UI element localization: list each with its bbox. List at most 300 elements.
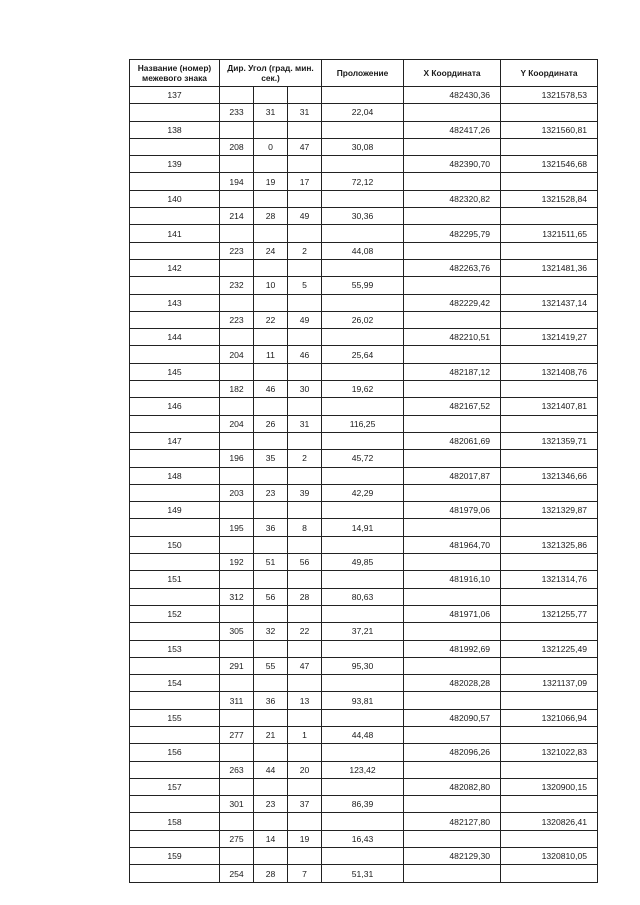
empty-y-cell: [501, 415, 598, 432]
angle-minutes-cell: 35: [254, 450, 288, 467]
angle-seconds-cell: 13: [288, 692, 322, 709]
empty-length-cell: [322, 744, 404, 761]
y-coordinate-cell: 1321325,86: [501, 536, 598, 553]
empty-angle-cell: [288, 225, 322, 242]
table-row-segment: [130, 242, 598, 259]
y-coordinate-cell: 1321578,53: [501, 87, 598, 104]
angle-seconds-cell: 7: [288, 865, 322, 882]
length-cell: 42,29: [322, 484, 404, 501]
empty-length-cell: [322, 225, 404, 242]
angle-seconds-cell: 30: [288, 381, 322, 398]
empty-x-cell: [404, 138, 501, 155]
empty-length-cell: [322, 467, 404, 484]
empty-x-cell: [404, 242, 501, 259]
empty-angle-cell: [254, 848, 288, 865]
length-cell: 51,31: [322, 865, 404, 882]
empty-name-cell: [130, 554, 220, 571]
angle-minutes-cell: 24: [254, 242, 288, 259]
y-coordinate-cell: 1321511,65: [501, 225, 598, 242]
length-cell: 80,63: [322, 588, 404, 605]
angle-minutes-cell: 23: [254, 484, 288, 501]
empty-length-cell: [322, 778, 404, 795]
empty-angle-cell: [288, 329, 322, 346]
point-name-cell: 138: [130, 121, 220, 138]
empty-angle-cell: [254, 467, 288, 484]
empty-angle-cell: [288, 363, 322, 380]
x-coordinate-cell: 482229,42: [404, 294, 501, 311]
point-name-cell: 140: [130, 190, 220, 207]
point-name-cell: 148: [130, 467, 220, 484]
empty-x-cell: [404, 277, 501, 294]
angle-minutes-cell: 31: [254, 104, 288, 121]
angle-minutes-cell: 22: [254, 311, 288, 328]
empty-length-cell: [322, 121, 404, 138]
empty-angle-cell: [254, 156, 288, 173]
x-coordinate-cell: 482263,76: [404, 259, 501, 276]
empty-angle-cell: [220, 709, 254, 726]
empty-angle-cell: [288, 709, 322, 726]
y-coordinate-cell: 1321359,71: [501, 432, 598, 449]
empty-name-cell: [130, 761, 220, 778]
table-row-point: [130, 778, 598, 795]
point-name-cell: 141: [130, 225, 220, 242]
table-row-point: [130, 605, 598, 622]
empty-length-cell: [322, 259, 404, 276]
empty-angle-cell: [288, 675, 322, 692]
header-direction-angle: Дир. Угол (град. мин. сек.): [220, 60, 322, 87]
empty-angle-cell: [288, 467, 322, 484]
x-coordinate-cell: 481964,70: [404, 536, 501, 553]
empty-y-cell: [501, 346, 598, 363]
empty-name-cell: [130, 692, 220, 709]
angle-degrees-cell: 196: [220, 450, 254, 467]
table-row-point: [130, 467, 598, 484]
y-coordinate-cell: 1321437,14: [501, 294, 598, 311]
empty-angle-cell: [288, 536, 322, 553]
empty-angle-cell: [288, 605, 322, 622]
empty-angle-cell: [220, 675, 254, 692]
angle-degrees-cell: 192: [220, 554, 254, 571]
point-name-cell: 145: [130, 363, 220, 380]
empty-angle-cell: [220, 432, 254, 449]
y-coordinate-cell: 1321255,77: [501, 605, 598, 622]
empty-x-cell: [404, 761, 501, 778]
header-point-name: Название (номер) межевого знака: [130, 60, 220, 87]
empty-length-cell: [322, 398, 404, 415]
empty-y-cell: [501, 173, 598, 190]
empty-angle-cell: [220, 121, 254, 138]
point-name-cell: 149: [130, 502, 220, 519]
x-coordinate-cell: 481971,06: [404, 605, 501, 622]
header-x-coordinate: X Координата: [404, 60, 501, 87]
faint-stamp-mark: [462, 852, 612, 872]
empty-angle-cell: [254, 640, 288, 657]
empty-angle-cell: [220, 571, 254, 588]
empty-angle-cell: [288, 190, 322, 207]
empty-name-cell: [130, 450, 220, 467]
angle-degrees-cell: 204: [220, 415, 254, 432]
table-row-segment: [130, 519, 598, 536]
empty-angle-cell: [288, 432, 322, 449]
angle-minutes-cell: 14: [254, 830, 288, 847]
table-row-segment: [130, 657, 598, 674]
x-coordinate-cell: 482167,52: [404, 398, 501, 415]
empty-name-cell: [130, 830, 220, 847]
length-cell: 95,30: [322, 657, 404, 674]
empty-angle-cell: [220, 813, 254, 830]
y-coordinate-cell: 1321408,76: [501, 363, 598, 380]
angle-minutes-cell: 0: [254, 138, 288, 155]
empty-x-cell: [404, 554, 501, 571]
empty-angle-cell: [220, 329, 254, 346]
empty-name-cell: [130, 623, 220, 640]
table-row-segment: [130, 484, 598, 501]
angle-seconds-cell: 8: [288, 519, 322, 536]
empty-x-cell: [404, 519, 501, 536]
empty-y-cell: [501, 796, 598, 813]
angle-seconds-cell: 1: [288, 726, 322, 743]
length-cell: 45,72: [322, 450, 404, 467]
empty-angle-cell: [220, 225, 254, 242]
table-row-segment: [130, 138, 598, 155]
empty-name-cell: [130, 415, 220, 432]
y-coordinate-cell: 1320900,15: [501, 778, 598, 795]
table-row-point: [130, 190, 598, 207]
empty-x-cell: [404, 104, 501, 121]
table-row-point: [130, 156, 598, 173]
table-row-point: [130, 813, 598, 830]
table-row-segment: [130, 277, 598, 294]
table-row-point: [130, 502, 598, 519]
angle-seconds-cell: 31: [288, 104, 322, 121]
angle-degrees-cell: 223: [220, 242, 254, 259]
empty-angle-cell: [254, 605, 288, 622]
empty-name-cell: [130, 346, 220, 363]
length-cell: 30,36: [322, 208, 404, 225]
table-row-segment: [130, 761, 598, 778]
table-row-point: [130, 675, 598, 692]
point-name-cell: 151: [130, 571, 220, 588]
angle-degrees-cell: 254: [220, 865, 254, 882]
x-coordinate-cell: 482417,26: [404, 121, 501, 138]
angle-minutes-cell: 28: [254, 208, 288, 225]
table-row-point: [130, 329, 598, 346]
angle-degrees-cell: 208: [220, 138, 254, 155]
angle-minutes-cell: 11: [254, 346, 288, 363]
empty-name-cell: [130, 519, 220, 536]
table-row-point: [130, 294, 598, 311]
angle-degrees-cell: 204: [220, 346, 254, 363]
point-name-cell: 152: [130, 605, 220, 622]
empty-length-cell: [322, 363, 404, 380]
angle-minutes-cell: 10: [254, 277, 288, 294]
table-row-point: [130, 640, 598, 657]
angle-minutes-cell: 46: [254, 381, 288, 398]
x-coordinate-cell: 482187,12: [404, 363, 501, 380]
empty-angle-cell: [254, 571, 288, 588]
x-coordinate-cell: 482082,80: [404, 778, 501, 795]
empty-name-cell: [130, 311, 220, 328]
empty-y-cell: [501, 208, 598, 225]
angle-degrees-cell: 277: [220, 726, 254, 743]
y-coordinate-cell: 1321225,49: [501, 640, 598, 657]
length-cell: 86,39: [322, 796, 404, 813]
table-row-segment: [130, 692, 598, 709]
empty-y-cell: [501, 277, 598, 294]
angle-degrees-cell: 305: [220, 623, 254, 640]
empty-y-cell: [501, 554, 598, 571]
y-coordinate-cell: 1321314,76: [501, 571, 598, 588]
empty-length-cell: [322, 294, 404, 311]
boundary-coordinates-table: [129, 59, 598, 883]
empty-length-cell: [322, 813, 404, 830]
length-cell: 37,21: [322, 623, 404, 640]
empty-x-cell: [404, 450, 501, 467]
empty-angle-cell: [288, 87, 322, 104]
point-name-cell: 147: [130, 432, 220, 449]
x-coordinate-cell: 482090,57: [404, 709, 501, 726]
angle-minutes-cell: 23: [254, 796, 288, 813]
empty-name-cell: [130, 242, 220, 259]
empty-angle-cell: [288, 813, 322, 830]
empty-angle-cell: [220, 259, 254, 276]
empty-angle-cell: [288, 778, 322, 795]
angle-degrees-cell: 182: [220, 381, 254, 398]
point-name-cell: 150: [130, 536, 220, 553]
empty-name-cell: [130, 484, 220, 501]
table-row-segment: [130, 796, 598, 813]
empty-angle-cell: [254, 778, 288, 795]
empty-angle-cell: [254, 709, 288, 726]
y-coordinate-cell: 1321528,84: [501, 190, 598, 207]
angle-minutes-cell: 32: [254, 623, 288, 640]
empty-y-cell: [501, 726, 598, 743]
point-name-cell: 153: [130, 640, 220, 657]
empty-angle-cell: [220, 363, 254, 380]
angle-seconds-cell: 47: [288, 138, 322, 155]
table-header-row: [130, 60, 598, 87]
angle-minutes-cell: 19: [254, 173, 288, 190]
empty-angle-cell: [220, 190, 254, 207]
empty-y-cell: [501, 104, 598, 121]
empty-length-cell: [322, 87, 404, 104]
empty-y-cell: [501, 657, 598, 674]
point-name-cell: 154: [130, 675, 220, 692]
angle-seconds-cell: 49: [288, 311, 322, 328]
angle-minutes-cell: 44: [254, 761, 288, 778]
empty-name-cell: [130, 138, 220, 155]
angle-degrees-cell: 275: [220, 830, 254, 847]
empty-angle-cell: [254, 813, 288, 830]
empty-angle-cell: [254, 121, 288, 138]
x-coordinate-cell: 482320,82: [404, 190, 501, 207]
x-coordinate-cell: 481979,06: [404, 502, 501, 519]
x-coordinate-cell: 482017,87: [404, 467, 501, 484]
x-coordinate-cell: 482295,79: [404, 225, 501, 242]
table-row-segment: [130, 588, 598, 605]
point-name-cell: 142: [130, 259, 220, 276]
table-row-point: [130, 225, 598, 242]
table-row-point: [130, 259, 598, 276]
header-y-coordinate: Y Координата: [501, 60, 598, 87]
empty-angle-cell: [288, 848, 322, 865]
empty-y-cell: [501, 381, 598, 398]
empty-x-cell: [404, 311, 501, 328]
table-row-point: [130, 536, 598, 553]
empty-x-cell: [404, 657, 501, 674]
y-coordinate-cell: 1320810,05: [501, 848, 598, 865]
table-row-point: [130, 121, 598, 138]
empty-length-cell: [322, 156, 404, 173]
angle-degrees-cell: 233: [220, 104, 254, 121]
empty-name-cell: [130, 173, 220, 190]
length-cell: 16,43: [322, 830, 404, 847]
empty-angle-cell: [254, 363, 288, 380]
point-name-cell: 156: [130, 744, 220, 761]
point-name-cell: 137: [130, 87, 220, 104]
table-row-point: [130, 398, 598, 415]
x-coordinate-cell: 482129,30: [404, 848, 501, 865]
point-name-cell: 146: [130, 398, 220, 415]
angle-seconds-cell: 56: [288, 554, 322, 571]
empty-length-cell: [322, 190, 404, 207]
empty-length-cell: [322, 329, 404, 346]
empty-angle-cell: [288, 156, 322, 173]
x-coordinate-cell: 482061,69: [404, 432, 501, 449]
angle-degrees-cell: 291: [220, 657, 254, 674]
empty-name-cell: [130, 657, 220, 674]
empty-x-cell: [404, 588, 501, 605]
empty-angle-cell: [288, 294, 322, 311]
point-name-cell: 157: [130, 778, 220, 795]
y-coordinate-cell: 1321560,81: [501, 121, 598, 138]
empty-angle-cell: [254, 190, 288, 207]
empty-angle-cell: [288, 744, 322, 761]
table-row-segment: [130, 346, 598, 363]
empty-y-cell: [501, 242, 598, 259]
angle-degrees-cell: 203: [220, 484, 254, 501]
y-coordinate-cell: 1321066,94: [501, 709, 598, 726]
empty-name-cell: [130, 104, 220, 121]
empty-y-cell: [501, 311, 598, 328]
angle-seconds-cell: 5: [288, 277, 322, 294]
angle-minutes-cell: 55: [254, 657, 288, 674]
empty-length-cell: [322, 502, 404, 519]
table-row-segment: [130, 830, 598, 847]
empty-name-cell: [130, 381, 220, 398]
empty-length-cell: [322, 848, 404, 865]
point-name-cell: 155: [130, 709, 220, 726]
length-cell: 93,81: [322, 692, 404, 709]
empty-x-cell: [404, 346, 501, 363]
x-coordinate-cell: 482390,70: [404, 156, 501, 173]
table-row-point: [130, 709, 598, 726]
point-name-cell: 158: [130, 813, 220, 830]
empty-name-cell: [130, 277, 220, 294]
x-coordinate-cell: 482028,28: [404, 675, 501, 692]
angle-seconds-cell: 20: [288, 761, 322, 778]
empty-y-cell: [501, 623, 598, 640]
empty-x-cell: [404, 796, 501, 813]
empty-angle-cell: [220, 467, 254, 484]
angle-seconds-cell: 31: [288, 415, 322, 432]
table-row-segment: [130, 726, 598, 743]
angle-seconds-cell: 49: [288, 208, 322, 225]
empty-y-cell: [501, 519, 598, 536]
length-cell: 44,48: [322, 726, 404, 743]
empty-length-cell: [322, 432, 404, 449]
empty-angle-cell: [220, 156, 254, 173]
empty-length-cell: [322, 709, 404, 726]
y-coordinate-cell: 1321546,68: [501, 156, 598, 173]
empty-y-cell: [501, 588, 598, 605]
x-coordinate-cell: 481992,69: [404, 640, 501, 657]
angle-seconds-cell: 19: [288, 830, 322, 847]
length-cell: 14,91: [322, 519, 404, 536]
empty-angle-cell: [288, 398, 322, 415]
empty-x-cell: [404, 381, 501, 398]
length-cell: 49,85: [322, 554, 404, 571]
empty-angle-cell: [254, 329, 288, 346]
empty-x-cell: [404, 173, 501, 190]
table-row-point: [130, 571, 598, 588]
point-name-cell: 159: [130, 848, 220, 865]
point-name-cell: 143: [130, 294, 220, 311]
angle-minutes-cell: 56: [254, 588, 288, 605]
empty-y-cell: [501, 761, 598, 778]
table-row-segment: [130, 415, 598, 432]
angle-minutes-cell: 21: [254, 726, 288, 743]
empty-angle-cell: [288, 502, 322, 519]
empty-y-cell: [501, 450, 598, 467]
angle-degrees-cell: 223: [220, 311, 254, 328]
table-row-point: [130, 363, 598, 380]
angle-degrees-cell: 312: [220, 588, 254, 605]
angle-degrees-cell: 311: [220, 692, 254, 709]
empty-angle-cell: [254, 502, 288, 519]
angle-seconds-cell: 2: [288, 242, 322, 259]
x-coordinate-cell: 482127,80: [404, 813, 501, 830]
angle-seconds-cell: 2: [288, 450, 322, 467]
y-coordinate-cell: 1321481,36: [501, 259, 598, 276]
y-coordinate-cell: 1320826,41: [501, 813, 598, 830]
y-coordinate-cell: 1321137,09: [501, 675, 598, 692]
empty-angle-cell: [220, 502, 254, 519]
empty-x-cell: [404, 830, 501, 847]
empty-name-cell: [130, 726, 220, 743]
empty-y-cell: [501, 138, 598, 155]
y-coordinate-cell: 1321346,66: [501, 467, 598, 484]
y-coordinate-cell: 1321329,87: [501, 502, 598, 519]
empty-y-cell: [501, 830, 598, 847]
empty-x-cell: [404, 692, 501, 709]
angle-seconds-cell: 47: [288, 657, 322, 674]
empty-angle-cell: [220, 744, 254, 761]
empty-name-cell: [130, 208, 220, 225]
empty-name-cell: [130, 796, 220, 813]
length-cell: 26,02: [322, 311, 404, 328]
length-cell: 44,08: [322, 242, 404, 259]
empty-length-cell: [322, 605, 404, 622]
length-cell: 22,04: [322, 104, 404, 121]
angle-minutes-cell: 36: [254, 692, 288, 709]
angle-seconds-cell: 46: [288, 346, 322, 363]
empty-length-cell: [322, 640, 404, 657]
point-name-cell: 144: [130, 329, 220, 346]
angle-seconds-cell: 28: [288, 588, 322, 605]
empty-angle-cell: [254, 536, 288, 553]
empty-x-cell: [404, 726, 501, 743]
